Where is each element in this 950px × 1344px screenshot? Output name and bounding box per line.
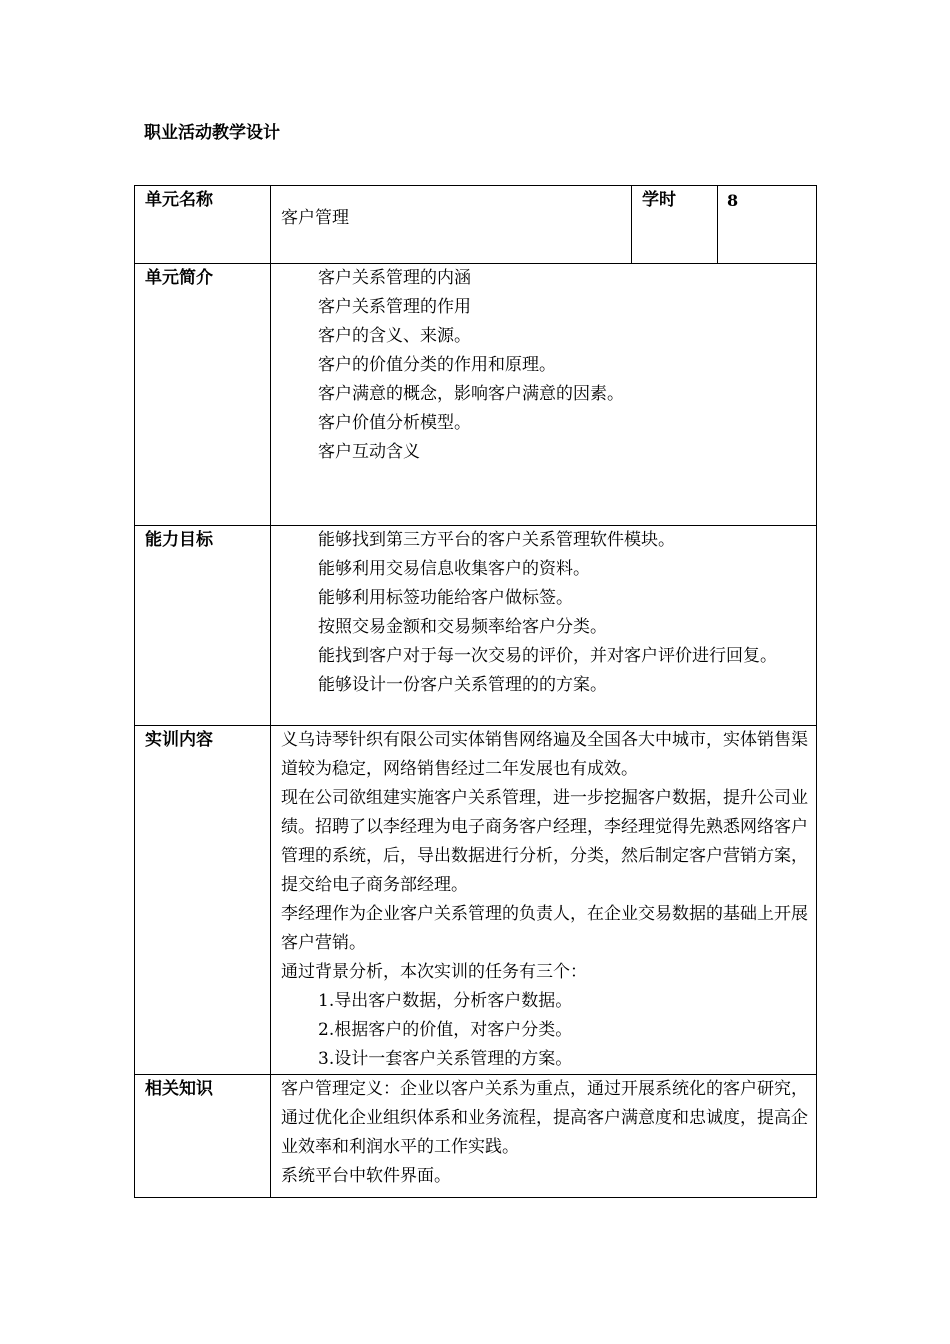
summary-label: 单元简介 [135, 264, 271, 526]
ability-item: 能找到客户对于每一次交易的评价，并对客户评价进行回复。 [318, 646, 777, 666]
training-row [135, 726, 817, 1075]
page-title: 职业活动教学设计 [144, 123, 280, 143]
summary-item: 客户互动含义 [318, 442, 420, 462]
hours-value: 8 [718, 186, 817, 264]
hours-label: 学时 [632, 186, 718, 264]
summary-item: 客户关系管理的作用 [318, 297, 471, 317]
knowledge-row [135, 1075, 817, 1198]
training-paragraph: 义乌诗琴针织有限公司实体销售网络遍及全国各大中城市，实体销售渠道较为稳定，网络销售经过二年发展也有成效。 [281, 730, 808, 779]
ability-row [135, 526, 817, 726]
training-task: 1.导出客户数据，分析客户数据。 [318, 991, 573, 1011]
training-content [271, 726, 817, 1075]
unit-name-value: 客户管理 [271, 186, 632, 264]
summary-item: 客户关系管理的内涵 [318, 268, 471, 288]
training-task: 3.设计一套客户关系管理的方案。 [318, 1049, 573, 1069]
unit-name-row [135, 186, 817, 264]
training-paragraph: 现在公司欲组建实施客户关系管理，进一步挖掘客户数据，提升公司业绩。招聘了以李经理为电子商务客户经理，李经理觉得先熟悉网络客户管理的系统，后，导出数据进行分析，分类，然后制定客户营销方案，提交给电子商务部经理。 [281, 788, 808, 895]
summary-content [271, 264, 817, 526]
ability-item: 能够利用标签功能给客户做标签。 [318, 588, 573, 608]
ability-label: 能力目标 [135, 526, 271, 726]
knowledge-paragraph: 系统平台中软件界面。 [281, 1166, 451, 1186]
knowledge-label: 相关知识 [135, 1075, 271, 1198]
summary-row [135, 264, 817, 526]
ability-content [271, 526, 817, 726]
ability-item: 按照交易金额和交易频率给客户分类。 [318, 617, 607, 637]
training-paragraph: 李经理作为企业客户关系管理的负责人，在企业交易数据的基础上开展客户营销。 [281, 904, 808, 953]
training-label: 实训内容 [135, 726, 271, 1075]
ability-item: 能够利用交易信息收集客户的资料。 [318, 559, 590, 579]
knowledge-content [271, 1075, 817, 1198]
summary-item: 客户的价值分类的作用和原理。 [318, 355, 556, 375]
ability-item: 能够找到第三方平台的客户关系管理软件模块。 [318, 530, 675, 550]
training-paragraph: 通过背景分析，本次实训的任务有三个： [281, 962, 587, 982]
ability-item: 能够设计一份客户关系管理的的方案。 [318, 675, 607, 695]
summary-item: 客户价值分析模型。 [318, 413, 471, 433]
summary-item: 客户的含义、来源。 [318, 326, 471, 346]
summary-item: 客户满意的概念，影响客户满意的因素。 [318, 384, 624, 404]
knowledge-paragraph: 客户管理定义：企业以客户关系为重点，通过开展系统化的客户研究，通过优化企业组织体系和业务流程，提高客户满意度和忠诚度，提高企业效率和利润水平的工作实践。 [281, 1079, 808, 1157]
lesson-plan-table [134, 185, 817, 1198]
training-task: 2.根据客户的价值，对客户分类。 [318, 1020, 573, 1040]
unit-name-label: 单元名称 [135, 186, 271, 264]
